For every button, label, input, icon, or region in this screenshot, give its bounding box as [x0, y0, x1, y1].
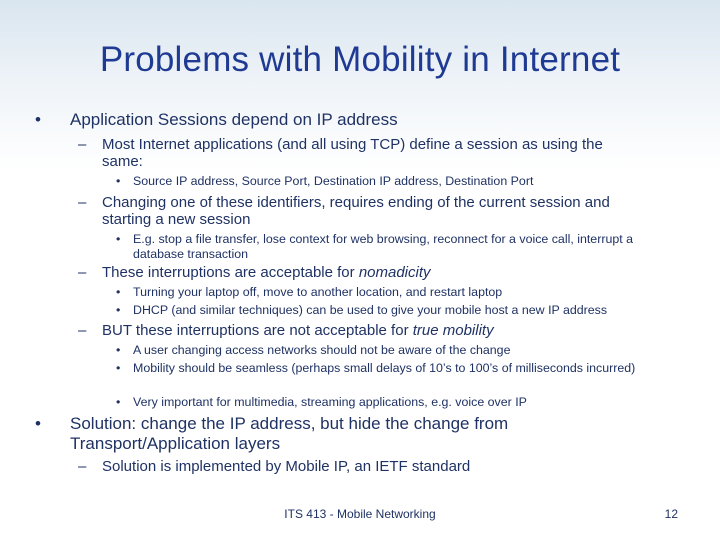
bullet-marker: • [35, 414, 41, 433]
footer-course: ITS 413 - Mobile Networking [284, 507, 436, 521]
bullet-text [102, 264, 662, 281]
dash-marker: – [78, 458, 87, 475]
bullet-text: Turning your laptop off, move to another location, and restart laptop [133, 285, 503, 299]
slide-title: Problems with Mobility in Internet [99, 40, 621, 79]
dash-marker: – [78, 322, 87, 339]
bullet-text: Very important for multimedia, streaming applications, e.g. voice over IP [133, 395, 527, 409]
bullet-marker: • [116, 285, 121, 299]
bullet-marker: • [116, 174, 121, 188]
dash-marker: – [78, 194, 87, 211]
bullet-text: Solution is implemented by Mobile IP, an IETF standard [102, 458, 471, 475]
dash-marker: – [78, 136, 87, 153]
bullet-text: Changing one of these identifiers, requires ending of the current session and starting a new session [102, 194, 610, 228]
bullet-marker: • [116, 361, 121, 375]
dash-marker: – [78, 264, 87, 281]
page-number: 12 [664, 507, 678, 521]
emphasis: nomadicity [358, 264, 431, 281]
bullet-marker: • [116, 395, 121, 409]
bullet-text: Application Sessions depend on IP address [70, 110, 398, 129]
bullet-marker: • [116, 303, 121, 317]
bullet-text: Mobility should be seamless (perhaps small delays of 10’s to 100’s of milliseconds incurred) [133, 361, 636, 375]
bullet-marker: • [116, 232, 121, 246]
emphasis: true mobility [412, 322, 494, 339]
bullet-text: A user changing access networks should not be aware of the change [133, 343, 511, 357]
bullet-text: E.g. stop a file transfer, lose context for web browsing, reconnect for a voice call, interrupt a database transaction [133, 232, 634, 261]
bullet-text: Solution: change the IP address, but hide the change from Transport/Application layers [70, 414, 509, 453]
bullet-text [102, 322, 662, 339]
bullet-text: DHCP (and similar techniques) can be used to give your mobile host a new IP address [133, 303, 608, 317]
bullet-marker: • [35, 110, 41, 129]
text-prefix: These interruptions are acceptable for [102, 264, 359, 281]
text-prefix: BUT these interruptions are not acceptable for [102, 322, 413, 339]
bullet-text: Most Internet applications (and all using TCP) define a session as using the same: [102, 136, 603, 170]
bullet-marker: • [116, 343, 121, 357]
bullet-text: Source IP address, Source Port, Destination IP address, Destination Port [133, 174, 534, 188]
